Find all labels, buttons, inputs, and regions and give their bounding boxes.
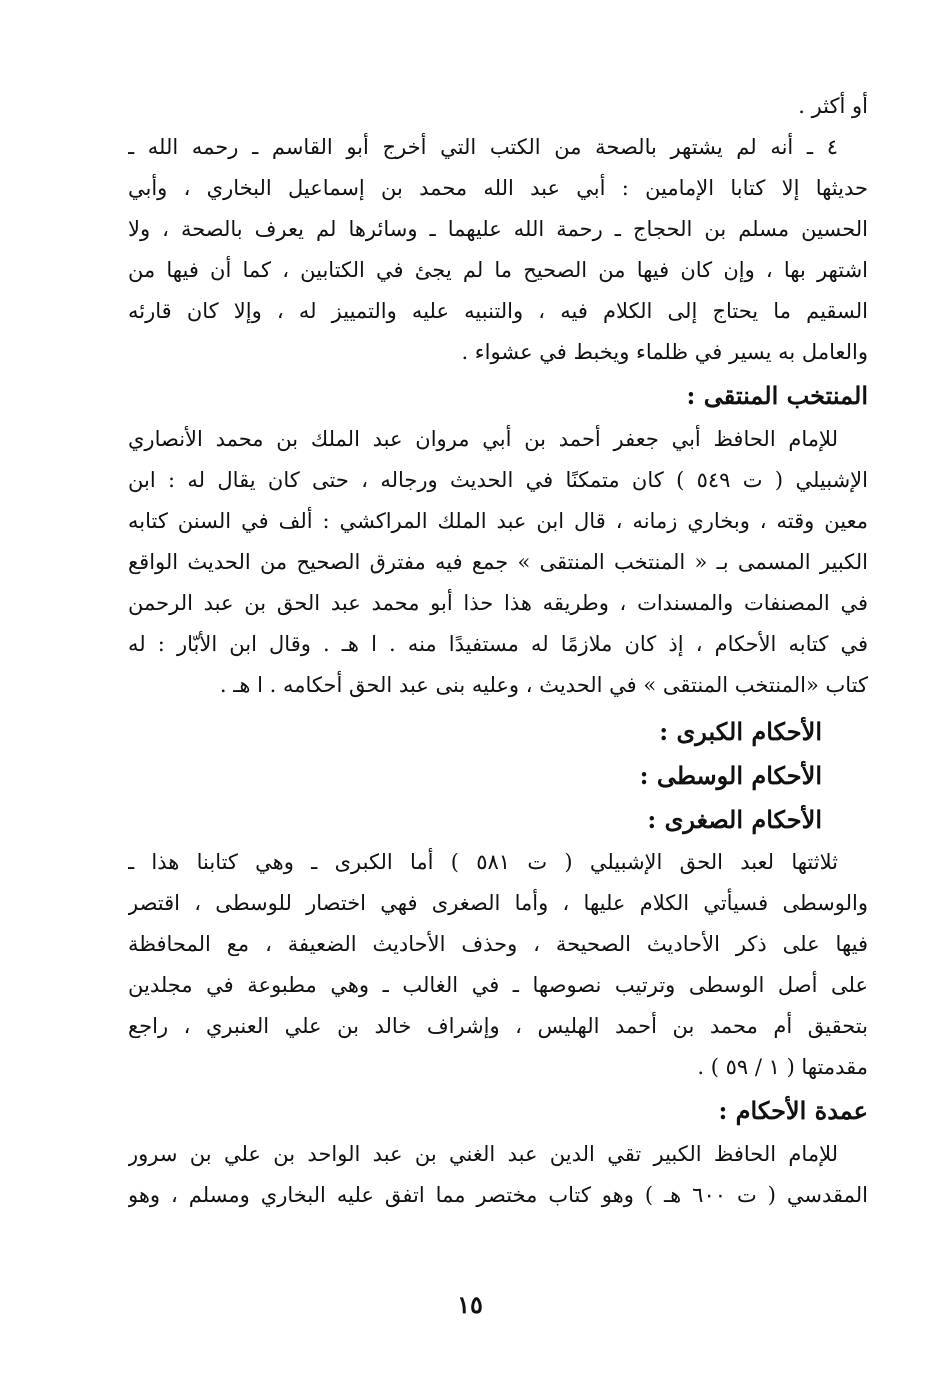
section-heading-muntakhab: المنتخب المنتقى : xyxy=(686,381,868,410)
text-line: فيها على ذكر الأحاديث الصحيحة ، وحذف الأحاديث الضعيفة ، مع المحافظة xyxy=(128,932,868,956)
section-heading-ahkam-kubra: الأحكام الكبرى : xyxy=(659,717,822,746)
paragraph-muntakhab xyxy=(128,419,868,706)
text-line: والوسطى فسيأتي الكلام عليها ، وأما الصغرى فهي اختصار للوسطى ، اقتصر xyxy=(128,891,868,915)
text-line: الإشبيلي ( ت ٥٤٩ ) كان متمكنًا في الحديث ورجاله ، حتى كان يقال له : ابن xyxy=(128,468,868,492)
text-line: للإمام الحافظ الكبير تقي الدين عبد الغني بن عبد الواحد بن علي بن سرور xyxy=(128,1142,838,1166)
text-line: ثلاثتها لعبد الحق الإشبيلي ( ت ٥٨١ ) أما الكبرى ـ وهي كتابنا هذا ـ xyxy=(128,850,838,874)
text-line: معين وقته ، وبخاري زمانه ، قال ابن عبد الملك المراكشي : ألف في السنن كتابه xyxy=(128,509,868,533)
section-heading-ahkam-wusta: الأحكام الوسطى : xyxy=(639,761,822,790)
text-line: كتاب «المنتخب المنتقى » في الحديث ، وعليه بنى عبد الحق أحكامه . ا هـ . xyxy=(219,673,868,697)
text-line: على أصل الوسطى وترتيب نصوصها ـ في الغالب ـ وهي مطبوعة في مجلدين xyxy=(128,973,868,997)
paragraph-umdat-al-ahkam xyxy=(128,1134,868,1216)
text-line: السقيم ما يحتاج إلى الكلام فيه ، والتنبيه عليه والتمييز له ، وإلا كان قارئه xyxy=(128,299,868,323)
text-line: الكبير المسمى بـ « المنتخب المنتقى » جمع فيه مفترق الصحيح من الحديث الواقع xyxy=(128,550,868,574)
section-heading-umdat-al-ahkam: عمدة الأحكام : xyxy=(718,1096,868,1125)
text-line: في المصنفات والمسندات ، وطريقه هذا حذا أبو محمد عبد الحق بن عبد الرحمن xyxy=(128,591,868,615)
text-line: للإمام الحافظ أبي جعفر أحمد بن أبي مروان عبد الملك بن محمد الأنصاري xyxy=(128,427,838,451)
page-content xyxy=(128,86,868,1216)
text-line: المقدسي ( ت ٦٠٠ هـ ) وهو كتاب مختصر مما اتفق عليه البخاري ومسلم ، وهو xyxy=(128,1183,868,1207)
section-heading-ahkam-sughra: الأحكام الصغرى : xyxy=(647,805,822,834)
text-line: اشتهر بها ، وإن كان فيها من الصحيح ما لم يجئ في الكتابين ، كما أن فيها من xyxy=(128,258,868,282)
text-line: حديثها إلا كتابا الإمامين : أبي عبد الله محمد بن إسماعيل البخاري ، وأبي xyxy=(128,176,868,200)
text-line: أو أكثر . xyxy=(798,94,868,118)
text-line: بتحقيق أم محمد بن أحمد الهليس ، وإشراف خالد بن علي العنبري ، راجع xyxy=(128,1014,868,1038)
text-line: والعامل به يسير في ظلماء ويخبط في عشواء . xyxy=(461,340,868,364)
paragraph-ahkam xyxy=(128,842,868,1088)
text-line: في كتابه الأحكام ، إذ كان ملازمًا له مستفيدًا منه . ا هـ . وقال ابن الأبّار : له xyxy=(128,632,868,656)
text-line: الحسين مسلم بن الحجاج ـ رحمة الله عليهما ـ وسائرها لم يعرف بالصحة ، ولا xyxy=(128,217,868,241)
page-number: ١٥ xyxy=(457,1290,483,1319)
paragraph-condition-4 xyxy=(128,127,868,373)
text-line: مقدمتها ( ١ / ٥٩ ) . xyxy=(697,1055,868,1079)
text-line: ٤ ـ أنه لم يشتهر بالصحة من الكتب التي أخرج أبو القاسم ـ رحمه الله ـ xyxy=(128,135,838,159)
